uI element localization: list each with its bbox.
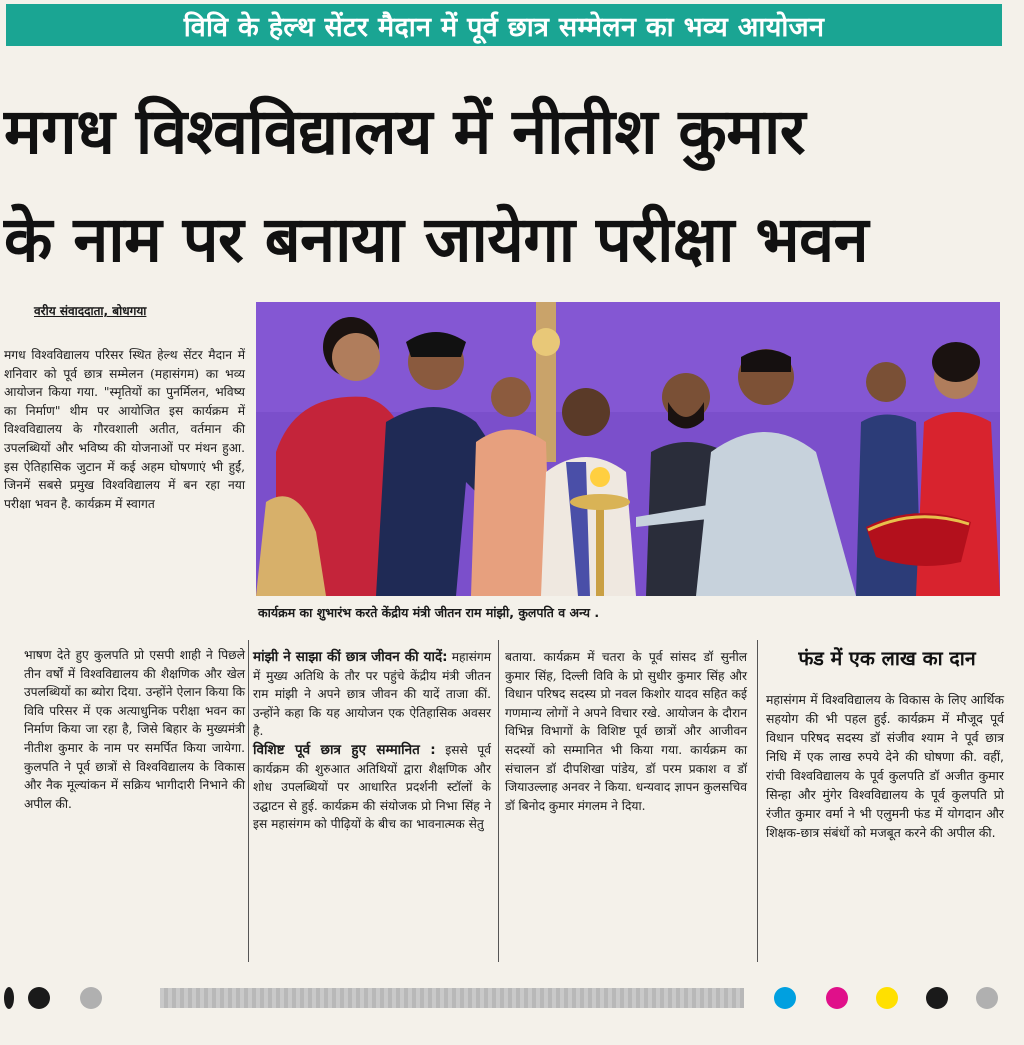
photo-caption: कार्यक्रम का शुभारंभ करते केंद्रीय मंत्री जीतन राम मांझी, कुलपति व अन्य . (258, 605, 600, 620)
byline: वरीय संवाददाता, बोधगया (34, 304, 147, 318)
headline-line-2: के नाम पर बनाया जायेगा परीक्षा भवन (4, 203, 869, 276)
event-photo-illustration (256, 302, 1000, 596)
subheading-honoured: विशिष्ट पूर्व छात्र हुए सम्मानित : (253, 741, 436, 758)
subheading-manjhi: मांझी ने साझा कीं छात्र जीवन की यादें: (253, 649, 448, 665)
registration-mark (976, 987, 998, 1009)
registration-mark (4, 987, 14, 1009)
sidebar-text: महासंगम में विश्वविद्यालय के विकास के लिए आर्थिक सहयोग की भी पहल हुई. कार्यक्रम में मौजूद पूर्व विधान परिषद सदस्य डॉ संजीव श्याम ने पूर्व छात्र निधि में एक लाख रुपये देने की घोषणा की. वहीं, रांची विश्वविद्यालय के पूर्व कुलपति डॉ अजीत कुमार सिन्हा और मुंगेर विश्वविद्यालय के पूर्व कुलपति प्रो रंजीत कुमार वर्मा ने भी एलुमनी फंड में योगदान और शिक्षक-छात्र संबंधों को मजबूत करने की अपील की. (766, 692, 1004, 840)
article-column-1-bottom: भाषण देते हुए कुलपति प्रो एसपी शाही ने पिछले तीन वर्षों में विश्वविद्यालय की शैक्षणिक और खेल उपलब्धियों का ब्योरा दिया. उन्होंने ऐलान किया कि विवि परिसर में एक अत्याधुनिक परीक्षा भवन का निर्माण किया जा रहा है, जिसे बिहार के मुख्यमंत्री नीतीश कुमार के नाम पर समर्पित किया जायेगा. कुलपति ने पूर्व छात्रों से विश्वविद्यालय के विकास और नैक मूल्यांकन में सक्रिय भागीदारी निभाने की अपील की. (24, 648, 245, 811)
article-column-3: बताया. कार्यक्रम में चतरा के पूर्व सांसद डॉ सुनील कुमार सिंह, दिल्ली विवि के प्रो सुधीर कुमार सिंह और विधान परिषद सदस्य प्रो नवल किशोर यादव सहित कई गणमान्य लोगों ने अपने विचार रखे. आयोजन के दौरान विभिन्न विभागों के विशिष्ट पूर्व छात्रों और आजीवन सदस्यों को सम्मानित भी किया गया. कार्यक्रम का संचालन डॉ दीपशिखा पांडेय, डॉ परम प्रकाश व डॉ जियाउल्लाह अनवर ने किया. धन्यवाद ज्ञापन कुलसचिव डॉ बिनोद कुमार मंगलम ने दिया. (505, 650, 747, 813)
headline (4, 78, 1014, 294)
registration-mark-magenta (826, 987, 848, 1009)
registration-mark-cyan (774, 987, 796, 1009)
paragraph-manjhi: महासंगम में मुख्य अतिथि के तौर पर पहुंचे केंद्रीय मंत्री जीतन राम मांझी ने अपने छात्र जीवन की यादें ताजा कीं. उन्होंने कहा कि यह आयोजन एक ऐतिहासिक अवसर है. (253, 650, 491, 739)
column-divider (248, 640, 249, 962)
registration-mark (80, 987, 102, 1009)
sidebar-title: फंड में एक लाख का दान (798, 647, 976, 670)
kicker-banner: विवि के हेल्थ सेंटर मैदान में पूर्व छात्र सम्मेलन का भव्य आयोजन (6, 4, 1002, 46)
article-column-2 (253, 648, 491, 834)
registration-mark (28, 987, 50, 1009)
event-photo (256, 302, 1000, 596)
registration-mark-yellow (876, 987, 898, 1009)
article-column-1-top: मगध विश्वविद्यालय परिसर स्थित हेल्थ सेंटर मैदान में शनिवार को पूर्व छात्र सम्मेलन (महासंगम) का भव्य आयोजन किया गया. "स्मृतियों का पुनर्मिलन, भविष्य का निर्माण" थीम पर आयोजित इस कार्यक्रम में विश्वविद्यालय के गौरवशाली अतीत, वर्तमान की उपलब्धियों और भविष्य की योजनाओं पर मंथन हुआ. इस ऐतिहासिक जुटान में कई अहम घोषणाएं भी हुईं, जिनमें सबसे प्रमुख विश्वविद्यालय में बन रहा नया परीक्षा भवन है. कार्यक्रम में स्वागत (4, 348, 245, 511)
column-divider (757, 640, 758, 962)
registration-mark-black (926, 987, 948, 1009)
column-divider (498, 640, 499, 962)
color-strip (160, 988, 744, 1008)
paragraph-honoured: इससे पूर्व कार्यक्रम की शुरुआत अतिथियों द्वारा शैक्षणिक और शोध उपलब्धियों पर आधारित प्रदर्शनी स्टॉलों के उद्घाटन से हुई. कार्यक्रम की संयोजक प्रो निभा सिंह ने इस महासंगम को पीढ़ियों के बीच का भावनात्मक सेतु (253, 742, 491, 832)
headline-line-1: मगध विश्वविद्यालय में नीतीश कुमार (4, 95, 806, 168)
